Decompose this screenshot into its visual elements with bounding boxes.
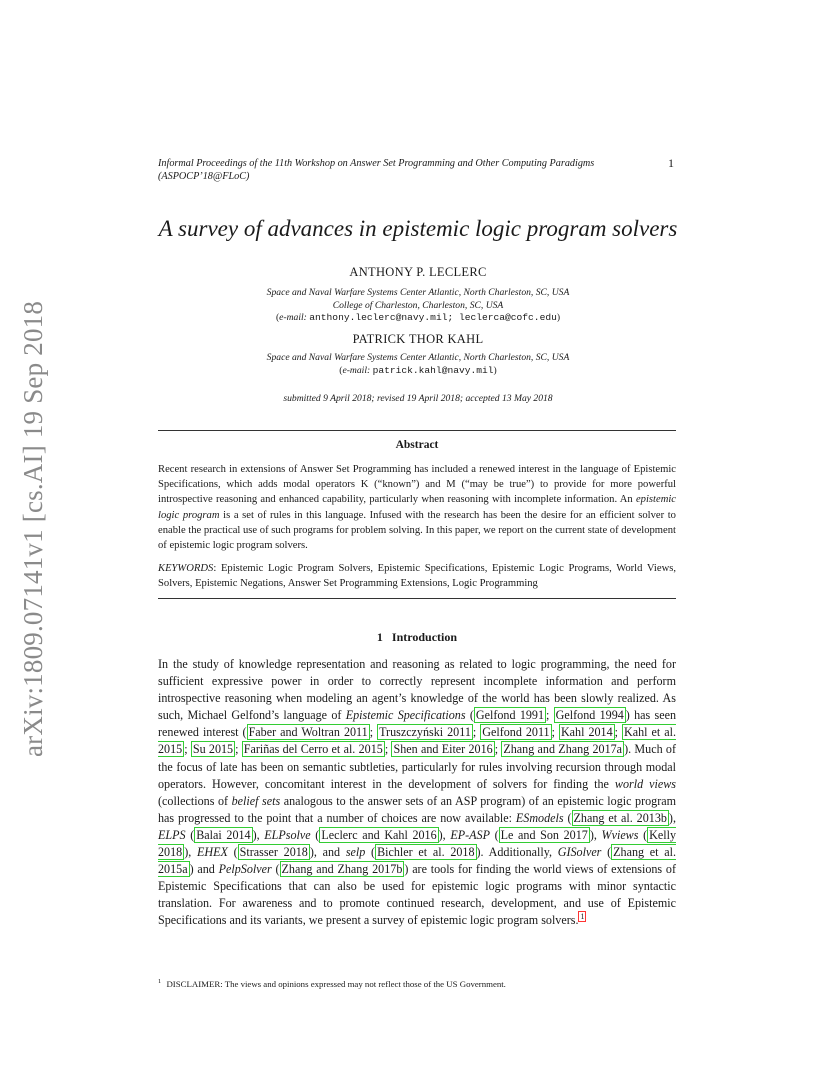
body-text: ( bbox=[465, 708, 474, 723]
body-text: In the study of knowledge representation and reasoning as related to logic programming, the need for sufficient expressive power in order to correctly represent incomplete information and perform introspective reasoning when modeling an agent’s knowledge of the world has been slowly realized. As such, Michael Gelfond’s language of bbox=[158, 657, 676, 723]
body-text: ( bbox=[227, 845, 238, 860]
author-affiliation bbox=[158, 352, 678, 377]
solver-name: GISolver bbox=[557, 845, 602, 860]
abstract-body bbox=[158, 462, 676, 553]
footnote bbox=[158, 978, 676, 989]
author-email-line bbox=[158, 312, 678, 325]
body-text: ; bbox=[546, 708, 554, 723]
body-text: ; bbox=[551, 725, 559, 740]
body-text: ( bbox=[185, 827, 195, 842]
abstract-text: Recent research in extensions of Answer Set Programming has included a renewed interest in the language of Epistemic Specifications, which adds modal operators K (“known”) and M (“may be true”) to provide for more powerful introspective reasoning and enhanced capability, particularly when reasoning with incomplete information. An bbox=[158, 464, 676, 506]
body-text: ( bbox=[489, 827, 499, 842]
solver-name: ELPS bbox=[158, 827, 186, 842]
affiliation-line: Space and Naval Warfare Systems Center Atlantic, North Charleston, SC, USA bbox=[266, 352, 570, 363]
keywords bbox=[158, 561, 676, 591]
email-paren: ) bbox=[556, 312, 561, 324]
affiliation-line: Space and Naval Warfare Systems Center Atlantic, North Charleston, SC, USA bbox=[266, 287, 570, 298]
email-paren: ( bbox=[339, 364, 343, 376]
solver-name: ELPsolve bbox=[264, 827, 311, 842]
section-heading bbox=[158, 630, 676, 645]
body-text: ( bbox=[310, 827, 320, 842]
body-text: ), bbox=[438, 827, 451, 842]
body-text: ). Additionally, bbox=[476, 845, 558, 860]
body-text: analogous to the answer sets of an ASP program) of an epistemic logic program has progressed to the point that a number of choices are now available: bbox=[158, 793, 676, 825]
body-text: ; bbox=[494, 742, 502, 757]
body-emphasis: Epistemic Specifications bbox=[345, 708, 466, 723]
abstract-top-rule bbox=[158, 430, 676, 431]
paper-title: A survey of advances in epistemic logic program solvers bbox=[158, 216, 678, 241]
citation-link[interactable]: Truszczyński 2011 bbox=[379, 725, 471, 740]
citation-link[interactable]: Su 2015 bbox=[192, 742, 234, 757]
citation-link[interactable]: Gelfond 1994 bbox=[555, 708, 624, 723]
body-text: ( bbox=[563, 810, 572, 825]
body-text: ), bbox=[668, 810, 676, 825]
citation-link[interactable]: Leclerc and Kahl 2016 bbox=[321, 827, 437, 842]
author-name: ANTHONY P. LECLERC bbox=[349, 265, 487, 279]
citation-link[interactable]: Gelfond 1991 bbox=[475, 708, 545, 723]
citation-link[interactable]: Zhang et al. 2013b bbox=[573, 810, 667, 825]
citation-link[interactable]: Bichler et al. 2018 bbox=[377, 845, 475, 860]
citation-link[interactable]: Zhang and Zhang 2017b bbox=[281, 862, 403, 877]
body-text: ; bbox=[235, 742, 242, 757]
citation-link[interactable]: Zhang and Zhang 2017a bbox=[503, 742, 623, 757]
body-text: ( bbox=[638, 827, 648, 842]
solver-name: ESmodels bbox=[515, 810, 564, 825]
citation-link[interactable]: Faber and Woltran 2011 bbox=[248, 725, 368, 740]
body-text: ; bbox=[184, 742, 191, 757]
solver-name: EP-ASP bbox=[450, 827, 490, 842]
citation-link[interactable]: Kahl 2014 bbox=[560, 725, 613, 740]
page-number: 1 bbox=[668, 156, 674, 170]
body-text: ( bbox=[601, 845, 612, 860]
body-text: ( bbox=[365, 845, 376, 860]
footnote-reference-link[interactable]: 1 bbox=[580, 912, 585, 922]
submission-dates: submitted 9 April 2018; revised 19 April 2018; accepted 13 May 2018 bbox=[283, 393, 553, 404]
body-text: (collections of bbox=[158, 793, 232, 808]
email-label: e-mail: bbox=[342, 364, 371, 376]
solver-name: selp bbox=[345, 845, 366, 860]
email-paren: ) bbox=[493, 364, 497, 376]
body-emphasis: belief sets bbox=[231, 793, 281, 808]
citation-link[interactable]: Le and Son 2017 bbox=[500, 827, 588, 842]
running-head-line-2: (ASPOCP’18@FLoC) bbox=[158, 171, 250, 182]
footnote-text: DISCLAIMER: The views and opinions expressed may not reflect those of the US Government. bbox=[166, 978, 506, 989]
body-emphasis: world views bbox=[614, 776, 676, 791]
author-email[interactable]: anthony.leclerc@navy.mil; leclerca@cofc.edu bbox=[309, 312, 557, 324]
body-text: ). Much of the focus of late has been on semantic subtleties, particularly for rules involving recursion through modal operators. However, concomitant interest in the development of solvers for finding the bbox=[158, 742, 676, 791]
citation-link[interactable]: Kahl et al. 2015 bbox=[158, 725, 676, 757]
body-text: ), and bbox=[309, 845, 346, 860]
arxiv-identifier-stamp: arXiv:1809.07141v1 [cs.AI] 19 Sep 2018 bbox=[18, 300, 48, 757]
citation-link[interactable]: Zhang et al. 2015a bbox=[158, 845, 676, 877]
running-head-line-1: Informal Proceedings of the 11th Workshop on Answer Set Programming and Other Computing Paradigms bbox=[158, 158, 595, 169]
abstract-emphasis: epistemic logic program bbox=[158, 494, 676, 521]
body-text: ( bbox=[271, 862, 280, 877]
body-text: ), bbox=[252, 827, 265, 842]
body-text: ) has seen renewed interest ( bbox=[158, 708, 677, 740]
citation-link[interactable]: Strasser 2018 bbox=[239, 845, 308, 860]
author-affiliation bbox=[158, 287, 678, 325]
running-head bbox=[158, 157, 678, 183]
author-email-line bbox=[158, 365, 678, 378]
body-text: ) are tools for finding the world views of extensions of Epistemic Specifications that can also be used for epistemic logic programs with minor syntactic translation. For awareness and to promote continued research, development, and use of Epistemic Specifications and its variants, we present a survey of epistemic logic program solvers. bbox=[158, 862, 676, 928]
citation-link[interactable]: Shen and Eiter 2016 bbox=[393, 742, 493, 757]
citation-link[interactable]: Fariñas del Cerro et al. 2015 bbox=[243, 742, 383, 757]
citation-link[interactable]: Gelfond 2011 bbox=[482, 725, 550, 740]
body-text: ; bbox=[472, 725, 481, 740]
author-name: PATRICK THOR KAHL bbox=[352, 332, 484, 346]
keywords-label: KEYWORDS bbox=[158, 563, 214, 574]
solver-name: Wviews bbox=[601, 827, 639, 842]
body-text: ; bbox=[384, 742, 392, 757]
keywords-text: : Epistemic Logic Program Solvers, Epistemic Specifications, Epistemic Logic Programs, World Views, Solvers, Epistemic Negations, Answer Set Programming Extensions, Logic Programming bbox=[158, 563, 676, 590]
solver-name: EHEX bbox=[196, 845, 228, 860]
email-paren: ( bbox=[275, 312, 280, 324]
footnote-mark: 1 bbox=[158, 978, 162, 985]
citation-link[interactable]: Balai 2014 bbox=[196, 827, 251, 842]
abstract-bottom-rule bbox=[158, 598, 676, 599]
affiliation-line: College of Charleston, Charleston, SC, USA bbox=[332, 299, 504, 311]
body-text: ), bbox=[184, 845, 197, 860]
body-text: ; bbox=[369, 725, 378, 740]
abstract-text: is a set of rules in this language. Infused with the research has been the desire for an efficient solver to enable the practical use of such programs for problem solving. In this paper, we report on the current state of development of epistemic logic program solvers. bbox=[158, 509, 676, 552]
section-number: 1 bbox=[376, 630, 383, 644]
citation-link[interactable]: Kelly 2018 bbox=[158, 827, 677, 860]
body-text: ), bbox=[589, 827, 602, 842]
solver-name: PelpSolver bbox=[218, 862, 272, 877]
body-text: ) and bbox=[189, 862, 219, 877]
body-text: ; bbox=[614, 725, 622, 740]
introduction-paragraph bbox=[158, 656, 676, 930]
abstract-heading: Abstract bbox=[395, 439, 439, 451]
author-email[interactable]: patrick.kahl@navy.mil bbox=[372, 364, 494, 376]
email-label: e-mail: bbox=[279, 312, 307, 324]
section-title: Introduction bbox=[391, 630, 458, 644]
